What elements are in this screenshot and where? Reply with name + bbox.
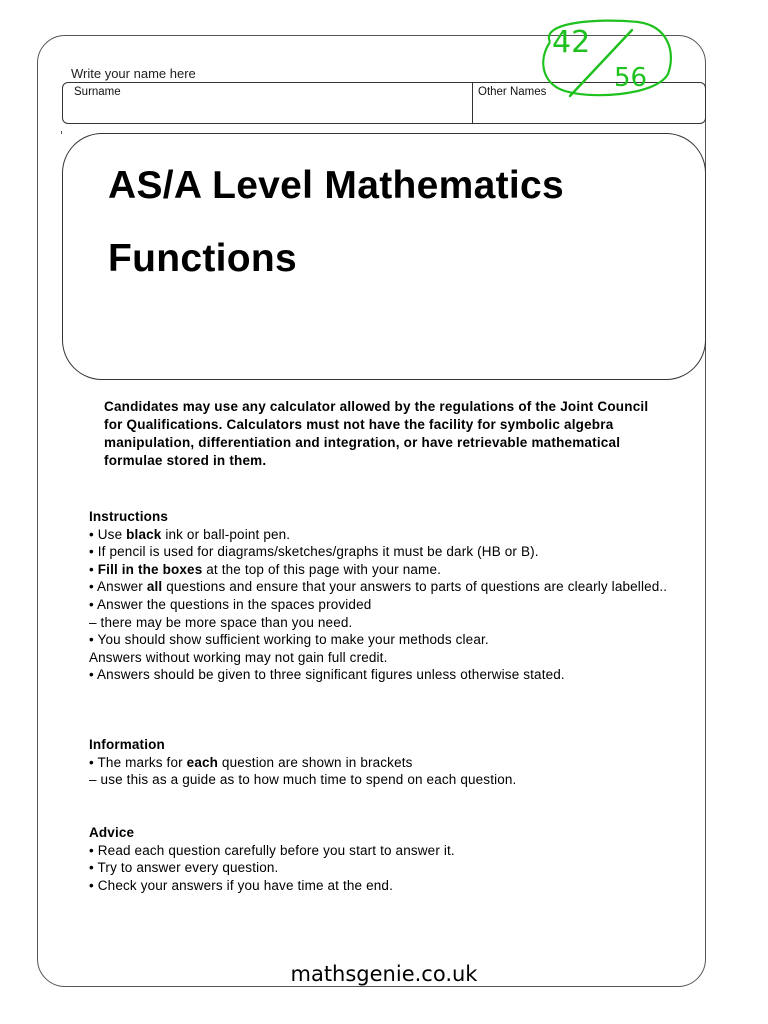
bullet-line — [89, 578, 689, 596]
footer-site: mathsgenie.co.uk — [290, 962, 478, 986]
bullet-bold: each — [186, 754, 219, 770]
bullet-pre: • Answers should be given to three significant figures unless otherwise stated. — [89, 667, 565, 683]
bullet-line — [89, 877, 689, 895]
bullet-line — [89, 543, 689, 561]
crop-mark — [61, 131, 62, 134]
bullet-bold: Fill in the boxes — [97, 561, 203, 577]
bullet-pre: • Use — [89, 526, 127, 542]
other-names-label: Other Names — [478, 86, 547, 98]
handwritten-score — [528, 12, 678, 112]
bullet-line — [89, 842, 689, 860]
bullet-line — [89, 649, 689, 667]
bullet-pre: • The marks for — [89, 754, 187, 770]
bullet-line — [89, 614, 689, 632]
paper-topic: Functions — [108, 237, 298, 280]
bullet-pre: – use this as a guide as to how much time to spend on each question. — [89, 772, 517, 788]
instructions-section — [89, 508, 689, 684]
surname-label: Surname — [74, 86, 121, 98]
information-section — [89, 736, 689, 789]
score-earned: 42 — [552, 25, 591, 60]
bullet-line — [89, 596, 689, 614]
bullet-pre: • — [89, 561, 98, 577]
bullet-pre: • Try to answer every question. — [89, 860, 279, 876]
bullet-bold: black — [126, 526, 162, 542]
crop-mark — [705, 131, 706, 134]
bullet-line — [89, 771, 689, 789]
bullet-post: questions and ensure that your answers to parts of questions are clearly labelled.. — [162, 579, 668, 595]
bullet-pre: • Answer — [89, 579, 147, 595]
bullet-line — [89, 859, 689, 877]
advice-heading: Advice — [89, 825, 135, 840]
bullet-line — [89, 631, 689, 649]
paper-title: AS/A Level Mathematics — [108, 164, 564, 207]
bullet-line — [89, 666, 689, 684]
name-hint: Write your name here — [71, 66, 196, 81]
bullet-line — [89, 526, 689, 544]
bullet-post: question are shown in brackets — [218, 754, 413, 770]
bullet-pre: Answers without working may not gain full credit. — [89, 649, 388, 665]
bullet-post: at the top of this page with your name. — [202, 561, 441, 577]
bullet-post: ink or ball-point pen. — [161, 526, 291, 542]
bullet-pre: • Answer the questions in the spaces provided — [89, 596, 372, 612]
bullet-line — [89, 561, 689, 579]
calculator-notice: Candidates may use any calculator allowed by the regulations of the Joint Council for Qualifications. Calculators must not have the facility for symbolic algebra manipulation, differentiation and integration, or have retrievable mathematical formulae stored in them. — [104, 399, 649, 468]
bullet-line — [89, 754, 689, 772]
bullet-pre: • Check your answers if you have time at the end. — [89, 877, 393, 893]
bullet-pre: • Read each question carefully before you start to answer it. — [89, 842, 455, 858]
bullet-bold: all — [146, 579, 163, 595]
instructions-heading: Instructions — [89, 509, 169, 524]
bullet-pre: • If pencil is used for diagrams/sketches/graphs it must be dark (HB or B). — [89, 544, 539, 560]
score-total: 56 — [614, 63, 648, 93]
crop-mark — [705, 378, 706, 381]
title-box — [62, 133, 706, 380]
information-heading: Information — [89, 737, 165, 752]
advice-section — [89, 824, 689, 894]
bullet-pre: – there may be more space than you need. — [89, 614, 353, 630]
name-box-divider — [472, 83, 473, 123]
bullet-pre: • You should show sufficient working to make your methods clear. — [89, 632, 489, 648]
